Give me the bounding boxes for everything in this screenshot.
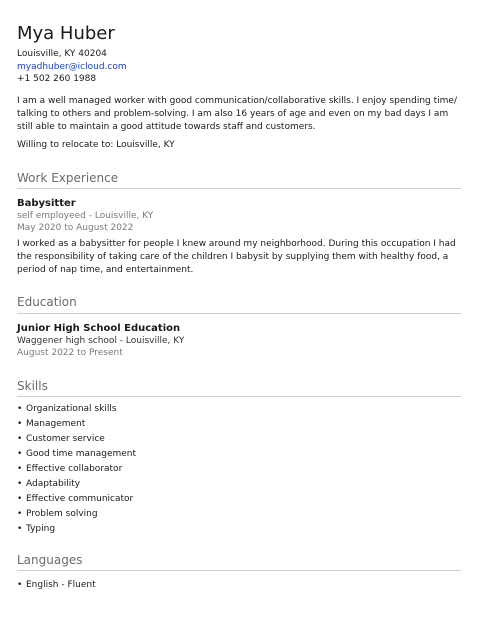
summary-text: I am a well managed worker with good communication/collaborative skills. I enjoy spending time/ talking to others and problem-solving. I am also 16 years of age and even on my bad days I am still able to maintain a good attitude towards staff and customers. [17,96,457,132]
list-item: • Customer service [17,432,136,447]
phone-text: +1 502 260 1988 [17,74,97,84]
list-item: • Effective communicator [17,492,136,507]
relocation-text: Willing to relocate to: Louisville, KY [17,140,175,150]
job-title: Babysitter [17,198,76,209]
education-school: Waggener high school - Louisville, KY [17,336,185,346]
languages-list [17,578,96,593]
education-degree: Junior High School Education [17,323,181,334]
job-employer: self employeed - Louisville, KY [17,211,154,221]
skills-list [17,402,136,537]
skills-heading: Skills [17,379,48,393]
list-item: • Problem solving [17,507,136,522]
candidate-name: Mya Huber [17,23,115,44]
job-description: I worked as a babysitter for people I knew around my neighborhood. During this occupation I had the responsibility of taking care of the children I babysit by supplying them with healthy food, a period of nap time, and entertainment. [17,239,456,275]
section-divider [17,313,461,314]
location-text: Louisville, KY 40204 [17,49,107,59]
list-item: • English - Fluent [17,578,96,593]
email-link[interactable]: myadhuber@icloud.com [17,61,127,72]
list-item: • Management [17,417,136,432]
education-heading: Education [17,295,77,309]
job-dates: May 2020 to August 2022 [17,223,134,233]
work-experience-heading: Work Experience [17,171,119,185]
contact-info [17,48,127,86]
education-dates: August 2022 to Present [17,348,123,358]
section-divider [17,188,461,189]
section-divider [17,396,461,397]
list-item: • Adaptability [17,477,136,492]
languages-heading: Languages [17,553,83,567]
list-item: • Typing [17,522,136,537]
section-divider [17,570,461,571]
list-item: • Organizational skills [17,402,136,417]
list-item: • Effective collaborator [17,462,136,477]
list-item: • Good time management [17,447,136,462]
